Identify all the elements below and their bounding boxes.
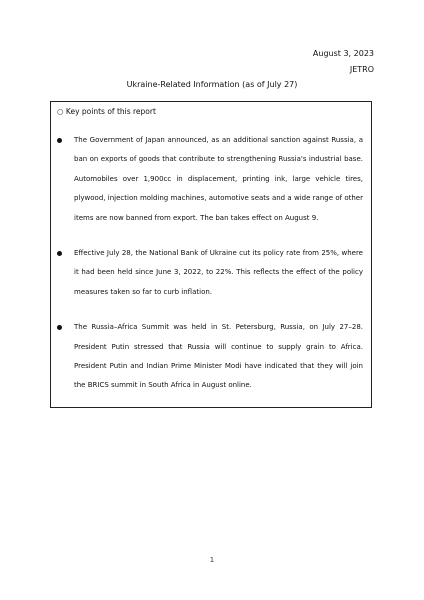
organization-name: JETRO [349,65,374,74]
summary-point [51,244,371,302]
summary-point-text: The Russia–Africa Summit was held in St. Petersburg, Russia, on July 27–28. President Putin stressed that Russia will continue to supply grain to Africa. President Putin and Indian Prime Minister Modi have indicated that they will join the BRICS summit in South Africa in August online. [74,323,363,390]
summary-box [50,101,372,408]
summary-point-text: Effective July 28, the National Bank of Ukraine cut its policy rate from 25%, where it had been held since June 3, 2022, to 22%. This reflects the effect of the policy measures taken so far to curb inflation. [74,249,363,296]
bullet-icon [57,325,62,330]
document-date: August 3, 2023 [312,49,374,58]
page-number: 1 [209,556,215,564]
summary-point-text: The Government of Japan announced, as an additional sanction against Russia, a ban on exports of goods that contribute to strengthening Russia's industrial base. Automobiles over 1,900cc in displacement, printing ink, large vehicle tires, plywood, injection molding machines, automotive seats and a wide range of other items are now banned from export. The ban takes effect on August 9. [74,136,363,222]
summary-point [51,131,371,228]
document-title: Ukraine-Related Information (as of July 27) [126,80,298,89]
summary-points-list [51,131,371,412]
summary-heading: ○ Key points of this report [57,107,156,116]
bullet-icon [57,251,62,256]
summary-point [51,318,371,396]
bullet-icon [57,138,62,143]
